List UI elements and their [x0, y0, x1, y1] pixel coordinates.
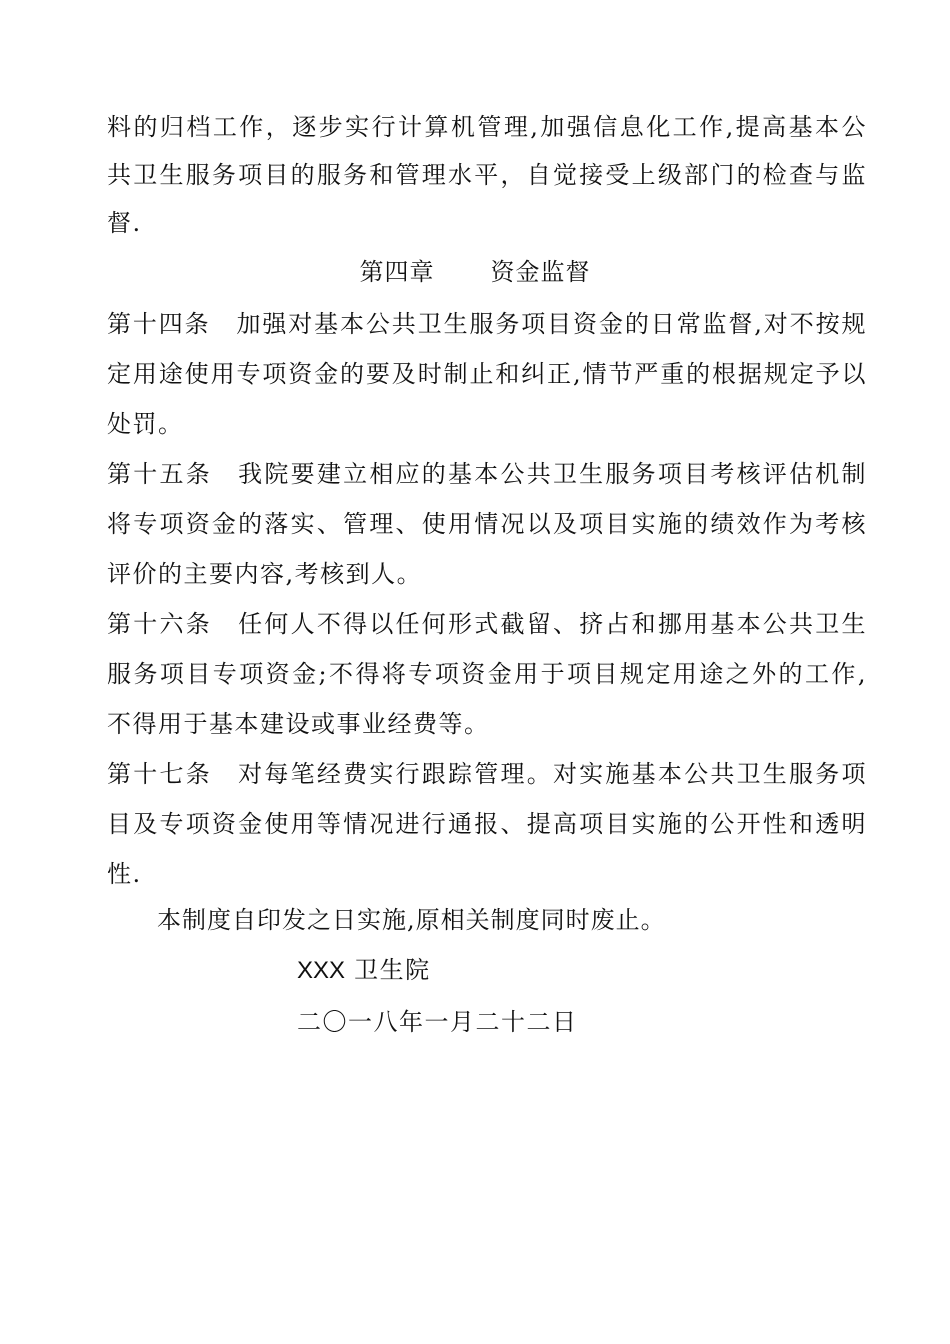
- article-line: 第十六条 任何人不得以任何形式截留、挤占和挪用基本公共卫生: [107, 610, 867, 638]
- paragraph-line: 料的归档工作，逐步实行计算机管理,加强信息化工作,提高基本公: [107, 113, 867, 141]
- article-line: 将专项资金的落实、管理、使用情况以及项目实施的绩效作为考核: [107, 510, 867, 538]
- paragraph-line: 督.: [107, 209, 142, 237]
- closing-statement: 本制度自印发之日实施,原相关制度同时废止。: [157, 906, 666, 934]
- chapter-number: 第四章: [359, 258, 435, 286]
- article-line: 评价的主要内容,考核到人。: [107, 560, 423, 588]
- article-line: 性.: [107, 860, 142, 888]
- article-line: 第十四条 加强对基本公共卫生服务项目资金的日常监督,对不按规: [107, 310, 867, 338]
- org-name: 卫生院: [354, 956, 431, 984]
- article-line: 目及专项资金使用等情况进行通报、提高项目实施的公开性和透明: [107, 810, 867, 838]
- article-line: 服务项目专项资金;不得将专项资金用于项目规定用途之外的工作,: [107, 660, 867, 688]
- chapter-title: 资金监督: [490, 258, 591, 286]
- article-line: 定用途使用专项资金的要及时制止和纠正,情节严重的根据规定予以: [107, 360, 867, 388]
- signature-org: [297, 946, 431, 994]
- paragraph-line: 共卫生服务项目的服务和管理水平，自觉接受上级部门的检查与监: [107, 161, 867, 189]
- article-line: 第十七条 对每笔经费实行跟踪管理。对实施基本公共卫生服务项: [107, 760, 867, 788]
- article-line: 第十五条 我院要建立相应的基本公共卫生服务项目考核评估机制: [107, 460, 867, 488]
- article-line: 不得用于基本建设或事业经费等。: [107, 710, 490, 738]
- signature-date: 二〇一八年一月二十二日: [297, 1008, 578, 1036]
- org-prefix: XXX: [297, 957, 346, 984]
- article-line: 处罚。: [107, 410, 184, 438]
- chapter-heading: [0, 248, 950, 296]
